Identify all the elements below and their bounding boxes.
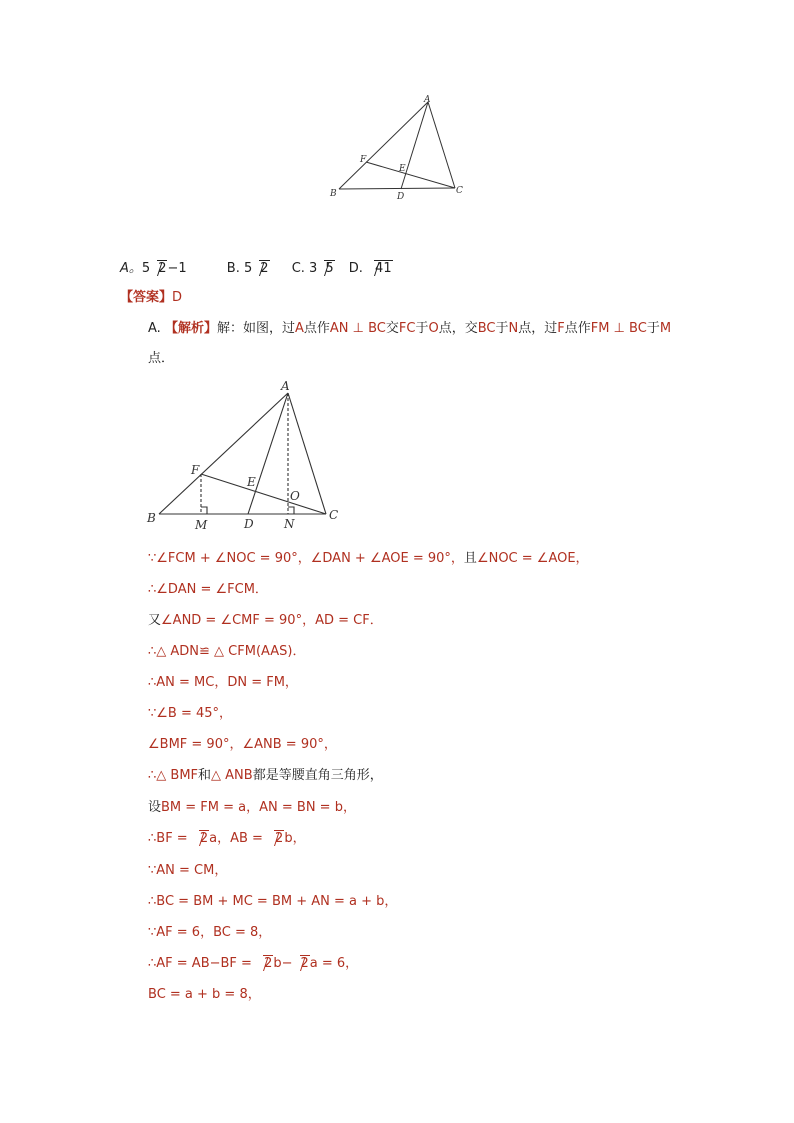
edge-bc [339,188,455,189]
label-a: A [424,95,431,105]
answer-line [120,290,182,306]
step-8: ∴△ BMF和△ ANB都是等腰直角三角形， [148,768,383,783]
label-o: O [290,489,300,503]
segment-fc [366,162,455,188]
step-12: ∴BC = BM + MC = BM + AN = a + b， [148,894,398,909]
answer-tag: 【答案】 [120,290,173,305]
label-f: F [191,463,200,477]
label-c: C [329,508,339,522]
step-4: ∴△ ADN≌ △ CFM(AAS)． [148,644,306,659]
step-9: 设BM = FM = a，AN = BN = b， [148,800,356,815]
step-10: ∴BF = 2a，AB = 2b， [148,831,306,846]
analysis-intro-cont: 点． [148,351,175,366]
label-b: B [147,511,156,525]
step-14: ∴AF = AB−BF = 2b− 2a = 6， [148,956,359,971]
answer-value: D [172,290,183,305]
step-13: ∵AF = 6，BC = 8， [148,925,272,940]
answer-options [120,257,393,276]
label-d: D [397,192,405,202]
step-7: ∠BMF = 90°，∠ANB = 90°， [148,737,337,752]
step-11: ∵AN = CM， [148,863,228,878]
segment-fc [201,474,326,514]
label-b: B [330,189,337,199]
step-1: ∵∠FCM + ∠NOC = 90°，∠DAN + ∠AOE = 90°，且∠NOC = ∠AOE， [148,551,589,566]
step-5: ∴AN = MC，DN = FM， [148,675,298,690]
label-d: D [244,517,254,531]
step-2: ∴∠DAN = ∠FCM． [148,582,268,597]
label-a: A [281,379,290,393]
label-e: E [247,475,256,489]
analysis-intro: A. 【解析】解：如图，过A点作AN ⊥ BC交FC于O点，交BC于N点，过F点作FM ⊥ BC于M [148,321,672,336]
option-c: C. 3 5 [291,261,334,276]
label-c: C [456,186,463,196]
option-b: B. 5 2 [226,261,269,276]
right-angle-m [201,507,207,514]
option-d: D. 41 [348,261,392,276]
right-angle-n [288,507,294,514]
label-e: E [399,164,406,174]
label-m: M [195,518,208,532]
step-6: ∵∠B = 45°， [148,706,233,721]
edge-ac [428,102,455,188]
step-15: BC = a + b = 8， [148,987,261,1002]
step-3: 又∠AND = ∠CMF = 90°，AD = CF． [148,613,383,628]
figure-triangle-small [320,92,470,204]
label-n: N [284,517,295,531]
option-a: A。5 2−1 [120,261,187,276]
figure-triangle-large [140,376,350,536]
label-f: F [360,155,367,165]
